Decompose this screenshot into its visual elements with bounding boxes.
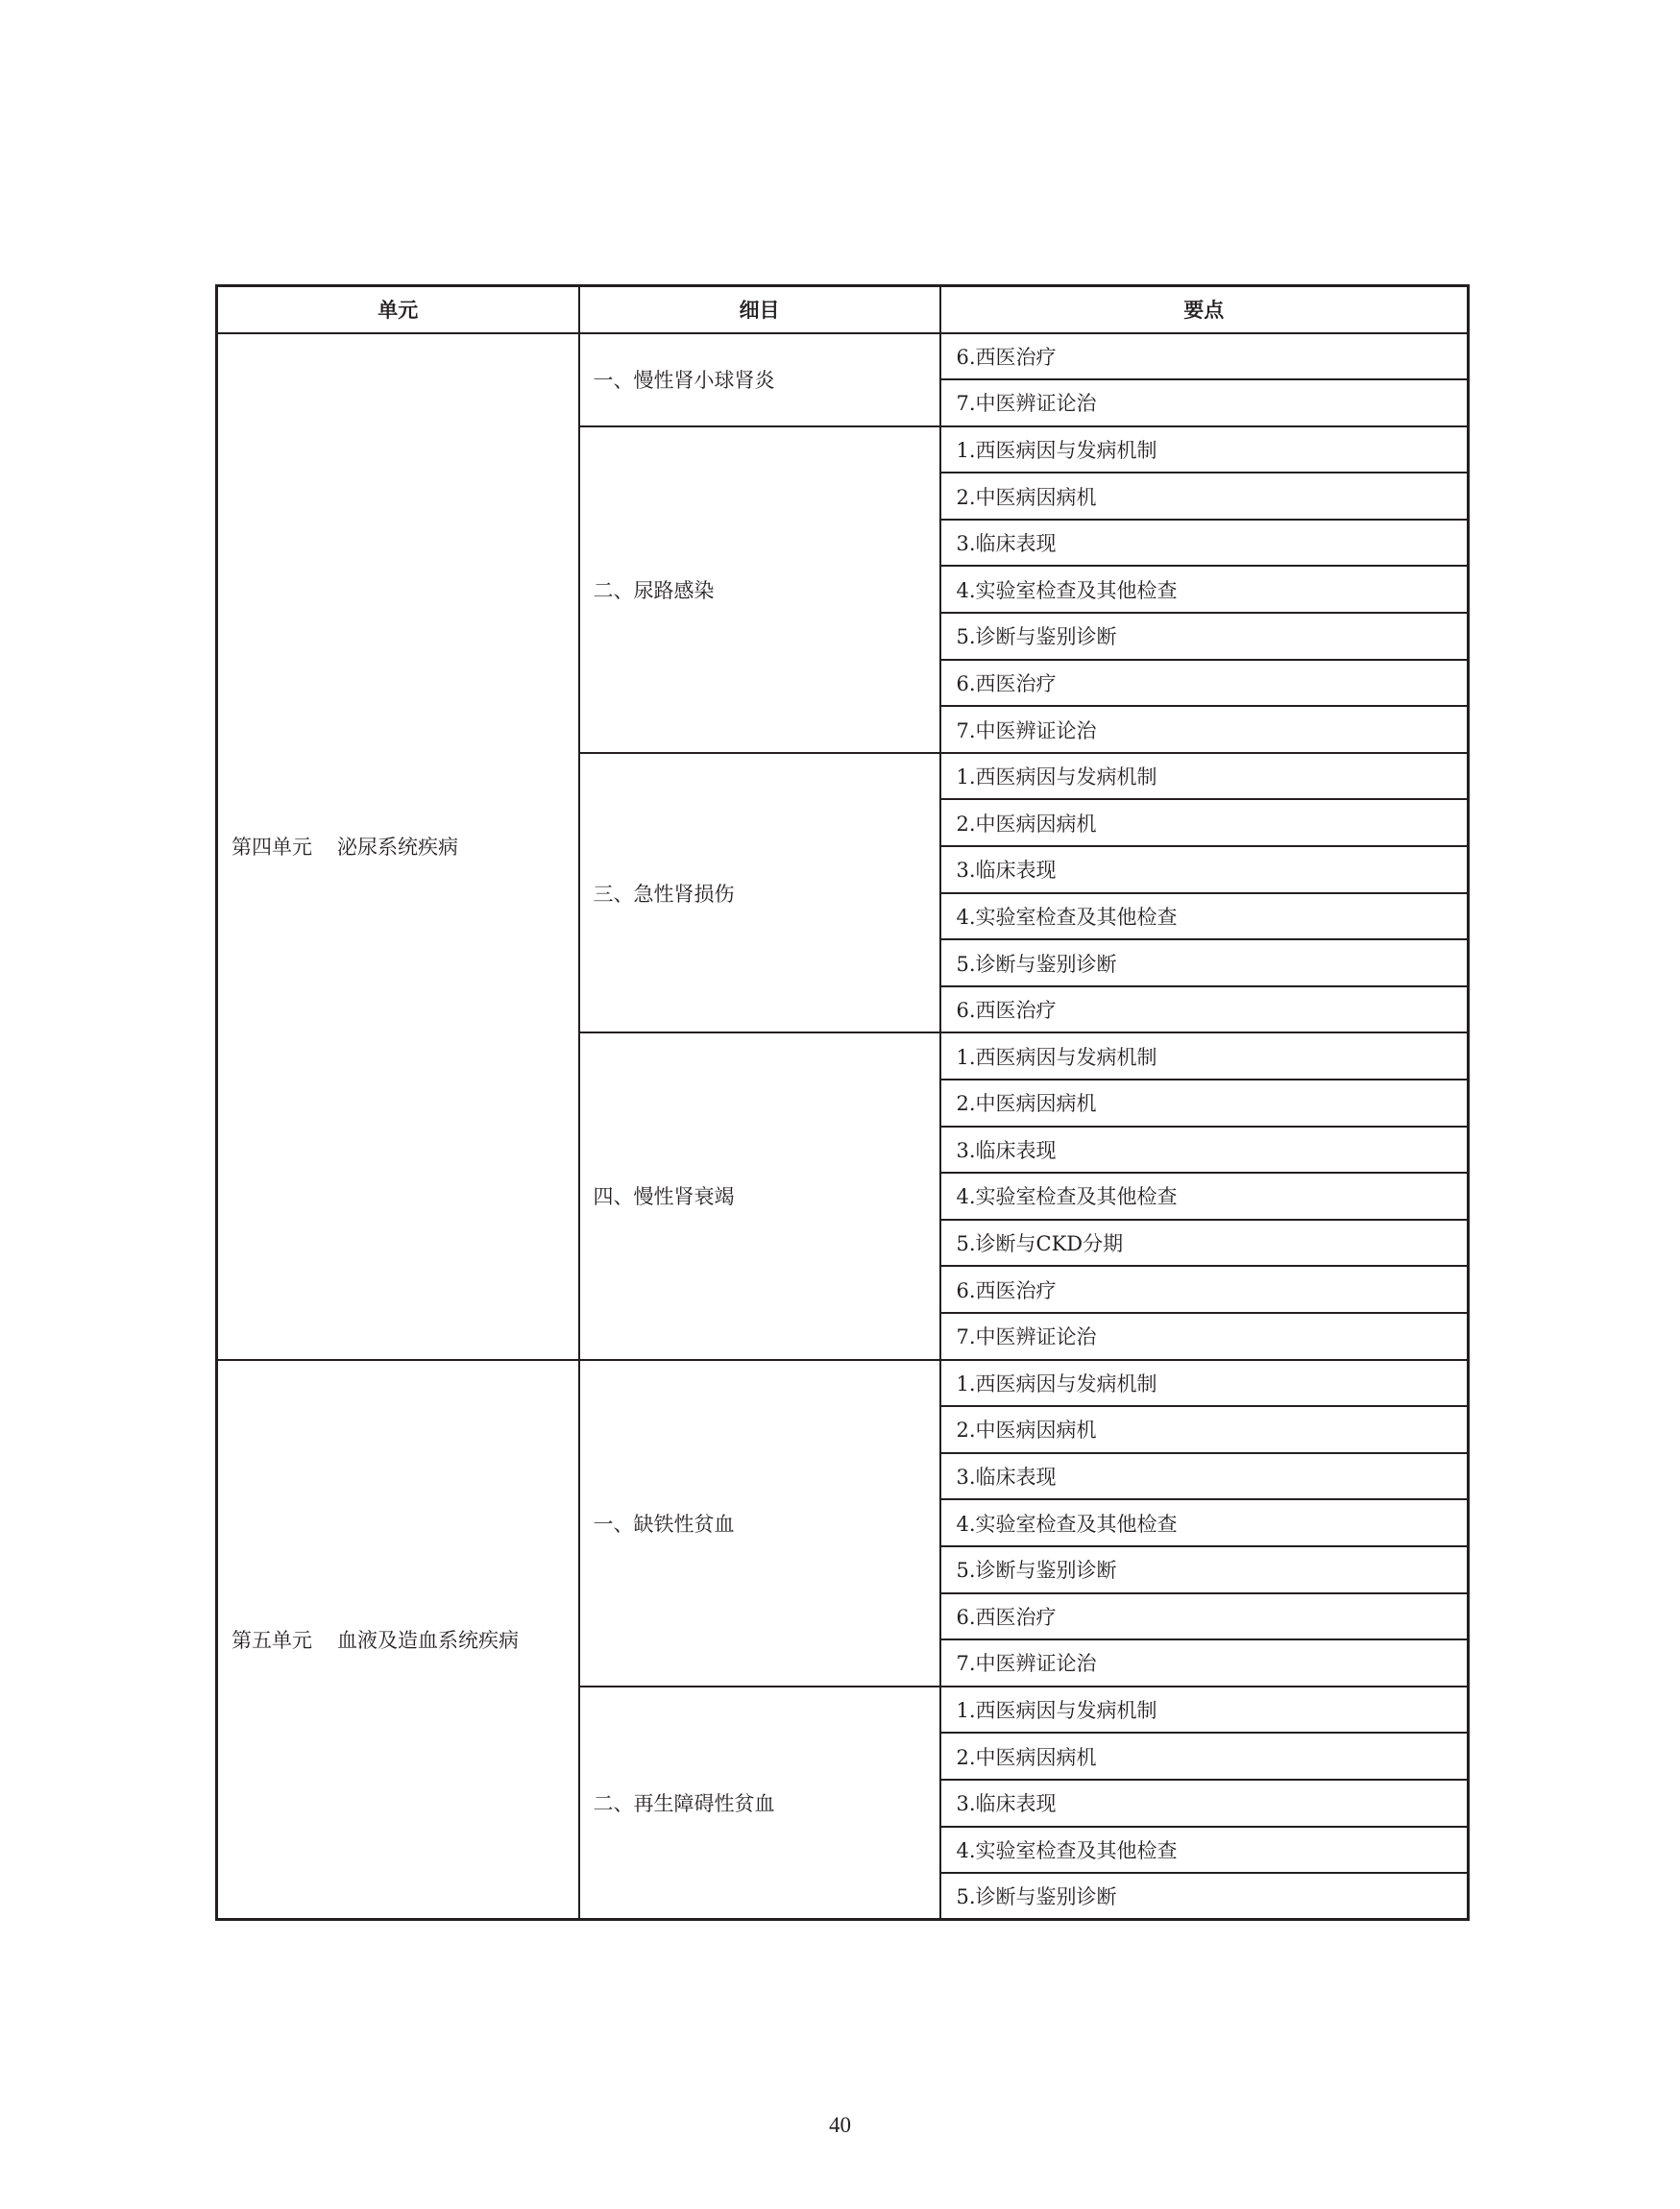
point-cell: 2.中医病因病机 xyxy=(940,1733,1469,1780)
point-cell: 6.西医治疗 xyxy=(940,1593,1469,1640)
point-cell: 6.西医治疗 xyxy=(940,660,1469,707)
point-cell: 5.诊断与鉴别诊断 xyxy=(940,939,1469,986)
subitem-cell: 一、慢性肾小球肾炎 xyxy=(579,333,940,426)
point-cell: 7.中医辨证论治 xyxy=(940,1313,1469,1360)
unit-cell xyxy=(217,333,579,1360)
table-row xyxy=(217,1360,1469,1407)
subitem-cell: 三、急性肾损伤 xyxy=(579,753,940,1033)
point-cell: 4.实验室检查及其他检查 xyxy=(940,1827,1469,1874)
unit-name: 血液及造血系统疾病 xyxy=(337,1628,519,1652)
header-points: 要点 xyxy=(940,286,1469,333)
table-body xyxy=(217,333,1469,1920)
point-cell: 5.诊断与鉴别诊断 xyxy=(940,1873,1469,1920)
unit-number: 第五单元 xyxy=(231,1628,312,1652)
point-cell: 3.临床表现 xyxy=(940,1127,1469,1174)
point-cell: 3.临床表现 xyxy=(940,1453,1469,1500)
subitem-cell: 二、尿路感染 xyxy=(579,426,940,753)
unit-number: 第四单元 xyxy=(231,836,312,860)
unit-name: 泌尿系统疾病 xyxy=(337,836,458,860)
point-cell: 1.西医病因与发病机制 xyxy=(940,1687,1469,1734)
point-cell: 1.西医病因与发病机制 xyxy=(940,1360,1469,1407)
header-unit: 单元 xyxy=(217,286,579,333)
point-cell: 3.临床表现 xyxy=(940,520,1469,567)
point-cell: 1.西医病因与发病机制 xyxy=(940,1032,1469,1080)
point-cell: 1.西医病因与发病机制 xyxy=(940,426,1469,473)
point-cell: 4.实验室检查及其他检查 xyxy=(940,893,1469,940)
table-row xyxy=(217,333,1469,380)
point-cell: 4.实验室检查及其他检查 xyxy=(940,1499,1469,1546)
subitem-cell: 一、缺铁性贫血 xyxy=(579,1360,940,1687)
point-cell: 6.西医治疗 xyxy=(940,1266,1469,1313)
point-cell: 6.西医治疗 xyxy=(940,986,1469,1033)
point-cell: 2.中医病因病机 xyxy=(940,473,1469,520)
point-cell: 7.中医辨证论治 xyxy=(940,379,1469,426)
syllabus-table xyxy=(215,284,1470,1921)
point-cell: 4.实验室检查及其他检查 xyxy=(940,1173,1469,1220)
point-cell: 3.临床表现 xyxy=(940,1780,1469,1827)
point-cell: 6.西医治疗 xyxy=(940,333,1469,380)
point-cell: 1.西医病因与发病机制 xyxy=(940,753,1469,800)
page-number: 40 xyxy=(829,2113,851,2137)
point-cell: 7.中医辨证论治 xyxy=(940,706,1469,753)
header-subitem: 细目 xyxy=(579,286,940,333)
point-cell: 2.中医病因病机 xyxy=(940,1080,1469,1127)
header-row xyxy=(217,286,1469,333)
point-cell: 7.中医辨证论治 xyxy=(940,1639,1469,1687)
point-cell: 3.临床表现 xyxy=(940,846,1469,893)
point-cell: 5.诊断与鉴别诊断 xyxy=(940,1546,1469,1593)
point-cell: 2.中医病因病机 xyxy=(940,799,1469,846)
subitem-cell: 四、慢性肾衰竭 xyxy=(579,1032,940,1359)
point-cell: 4.实验室检查及其他检查 xyxy=(940,566,1469,613)
point-cell: 5.诊断与CKD分期 xyxy=(940,1220,1469,1267)
subitem-cell: 二、再生障碍性贫血 xyxy=(579,1687,940,1920)
point-cell: 5.诊断与鉴别诊断 xyxy=(940,613,1469,660)
point-cell: 2.中医病因病机 xyxy=(940,1406,1469,1453)
unit-cell xyxy=(217,1360,579,1920)
